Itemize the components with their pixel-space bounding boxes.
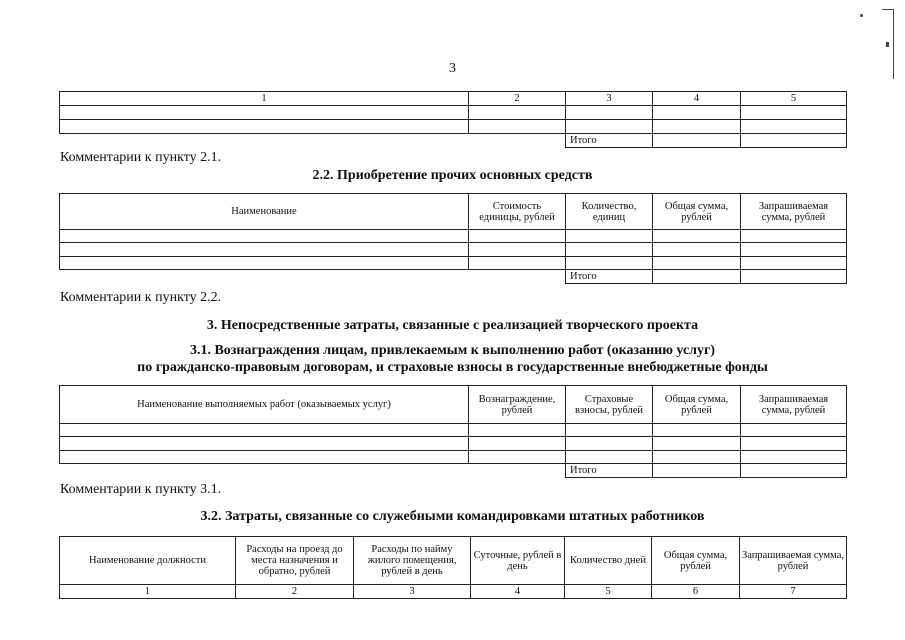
table-cell[interactable] [741, 437, 847, 451]
table-cell[interactable] [653, 243, 741, 257]
table-2-2 [59, 193, 847, 284]
total-label: Итого [566, 270, 653, 284]
total-label: Итого [566, 134, 653, 148]
table-cell[interactable] [653, 120, 741, 134]
total-cell[interactable] [741, 134, 847, 148]
header-cell: Количество дней [565, 537, 652, 585]
total-cell[interactable] [741, 464, 847, 478]
table-2-1 [59, 91, 847, 148]
header-cell: Наименование [60, 194, 469, 230]
table-cell[interactable] [469, 437, 566, 451]
heading-2-2: 2.2. Приобретение прочих основных средств [312, 168, 593, 183]
table-3-2 [59, 536, 847, 599]
table-cell[interactable] [60, 120, 469, 134]
table-cell[interactable] [566, 437, 653, 451]
header-cell: Расходы на проезд до места назначения и обратно, рублей [236, 537, 354, 585]
total-row [60, 134, 847, 148]
scan-mark [860, 14, 863, 17]
table-cell[interactable] [653, 230, 741, 243]
comment-3-1: Комментарии к пункту 3.1. [60, 482, 222, 497]
table-cell[interactable] [741, 120, 847, 134]
table-cell[interactable] [60, 230, 469, 243]
total-cell[interactable] [653, 270, 741, 284]
column-numbers-row [60, 585, 847, 599]
column-numbers-row [60, 92, 847, 106]
header-cell: Количество, единиц [566, 194, 653, 230]
table-row [60, 106, 847, 120]
heading-3-1-line1: 3.1. Вознаграждения лицам, привлекаемым к выполнению работ (оказанию услуг) [189, 343, 716, 358]
table-cell[interactable] [741, 424, 847, 437]
table-cell[interactable] [60, 106, 469, 120]
col-number: 6 [652, 585, 740, 599]
comment-2-1: Комментарии к пункту 2.1. [60, 150, 222, 165]
header-cell: Страховые взносы, рублей [566, 386, 653, 424]
header-cell: Суточные, рублей в день [471, 537, 565, 585]
table-cell[interactable] [469, 243, 566, 257]
table-cell[interactable] [566, 106, 653, 120]
table-cell[interactable] [566, 120, 653, 134]
table-cell[interactable] [653, 106, 741, 120]
header-cell: Наименование должности [60, 537, 236, 585]
table-cell[interactable] [741, 451, 847, 464]
header-cell: Общая сумма, рублей [653, 194, 741, 230]
table-cell[interactable] [469, 106, 566, 120]
header-row [60, 537, 847, 585]
col-number: 5 [741, 92, 847, 106]
table-cell[interactable] [741, 257, 847, 270]
table-cell[interactable] [566, 230, 653, 243]
header-cell: Общая сумма, рублей [652, 537, 740, 585]
header-cell: Запрашиваемая сумма, рублей [741, 194, 847, 230]
header-cell: Общая сумма, рублей [653, 386, 741, 424]
table-row [60, 243, 847, 257]
col-number: 2 [236, 585, 354, 599]
table-row [60, 451, 847, 464]
comment-2-2: Комментарии к пункту 2.2. [60, 290, 222, 305]
table-row [60, 437, 847, 451]
table-cell[interactable] [653, 437, 741, 451]
page-number: 3 [449, 61, 456, 76]
table-cell[interactable] [60, 424, 469, 437]
table-cell[interactable] [469, 257, 566, 270]
header-cell: Запрашиваемая сумма, рублей [740, 537, 847, 585]
table-row [60, 257, 847, 270]
col-number: 2 [469, 92, 566, 106]
table-cell[interactable] [566, 451, 653, 464]
col-number: 7 [740, 585, 847, 599]
header-cell: Стоимость единицы, рублей [469, 194, 566, 230]
table-cell[interactable] [566, 257, 653, 270]
table-cell[interactable] [653, 451, 741, 464]
table-cell[interactable] [469, 230, 566, 243]
col-number: 4 [471, 585, 565, 599]
col-number: 3 [354, 585, 471, 599]
total-cell[interactable] [653, 134, 741, 148]
col-number: 1 [60, 585, 236, 599]
table-row [60, 120, 847, 134]
table-cell[interactable] [60, 243, 469, 257]
table-cell[interactable] [469, 451, 566, 464]
table-3-1 [59, 385, 847, 478]
header-cell: Вознаграждение, рублей [469, 386, 566, 424]
table-cell[interactable] [653, 424, 741, 437]
table-cell[interactable] [566, 243, 653, 257]
header-row [60, 194, 847, 230]
header-cell: Наименование выполняемых работ (оказываемых услуг) [60, 386, 469, 424]
scan-mark [886, 42, 889, 47]
table-cell[interactable] [741, 243, 847, 257]
header-row [60, 386, 847, 424]
table-row [60, 424, 847, 437]
table-cell[interactable] [653, 257, 741, 270]
total-cell[interactable] [741, 270, 847, 284]
total-row [60, 464, 847, 478]
col-number: 1 [60, 92, 469, 106]
total-cell[interactable] [653, 464, 741, 478]
table-cell[interactable] [60, 451, 469, 464]
heading-3-2: 3.2. Затраты, связанные со служебными командировками штатных работников [200, 509, 705, 524]
table-cell[interactable] [469, 424, 566, 437]
heading-3: 3. Непосредственные затраты, связанные с реализацией творческого проекта [206, 318, 699, 333]
table-cell[interactable] [60, 437, 469, 451]
col-number: 5 [565, 585, 652, 599]
table-cell[interactable] [469, 120, 566, 134]
total-row [60, 270, 847, 284]
col-number: 4 [653, 92, 741, 106]
table-cell[interactable] [741, 106, 847, 120]
header-cell: Запрашиваемая сумма, рублей [741, 386, 847, 424]
col-number: 3 [566, 92, 653, 106]
table-cell[interactable] [741, 230, 847, 243]
heading-3-1-line2: по гражданско-правовым договорам, и страховые взносы в государственные внебюджетные фонды [137, 360, 768, 375]
total-label: Итого [566, 464, 653, 478]
table-cell[interactable] [60, 257, 469, 270]
table-cell[interactable] [566, 424, 653, 437]
header-cell: Расходы по найму жилого помещения, рублей в день [354, 537, 471, 585]
table-row [60, 230, 847, 243]
